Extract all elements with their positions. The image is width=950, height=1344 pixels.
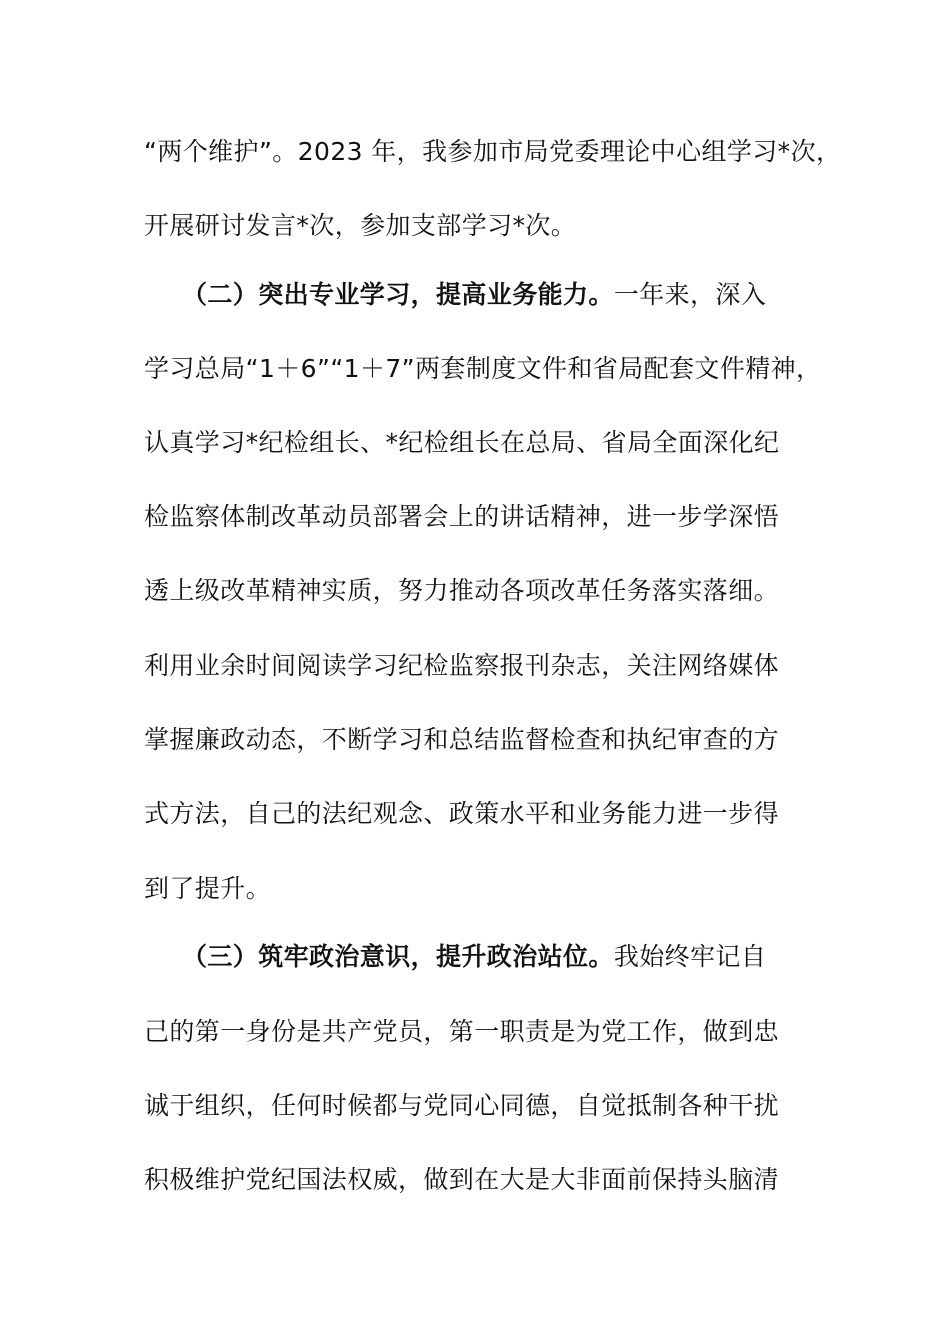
text-line [144,426,844,460]
line-text: 掌握廉政动态，不断学习和总结监督检查和执纪审查的方 [144,725,780,754]
line-text: 我始终牢记自 [613,942,767,971]
line-text: 学习总局“1＋6”“1＋7”两套制度文件和省局配套文件精神， [144,354,822,383]
line-text: 诚于组织，任何时候都与党同心同德，自觉抵制各种干扰 [144,1091,780,1120]
line-text: “两个维护”。2023 年，我参加市局党委理论中心组学习*次， [144,137,842,166]
text-line [144,649,844,683]
text-line [144,209,844,243]
line-text: 一年来，深入 [613,280,767,309]
line-text: 开展研讨发言*次，参加支部学习*次。 [144,211,577,240]
text-line [144,352,844,386]
line-text: 到了提升。 [144,874,272,903]
section-heading-3: （三）筑牢政治意识，提升政治站位。 [182,942,614,971]
line-text: 利用业余时间阅读学习纪检监察报刊杂志，关注网络媒体 [144,651,780,680]
section-heading-2: （二）突出专业学习，提高业务能力。 [182,280,614,309]
text-line [144,1163,844,1197]
text-line [144,135,844,169]
text-line [144,872,844,906]
line-text: 式方法，自己的法纪观念、政策水平和业务能力进一步得 [144,799,780,828]
text-line [144,797,844,831]
text-line [144,1089,844,1123]
line-text: 检监察体制改革动员部署会上的讲话精神，进一步学深悟 [144,502,780,531]
line-text: 认真学习*纪检组长、*纪检组长在总局、省局全面深化纪 [144,428,780,457]
text-line [144,1015,844,1049]
text-line [144,723,844,757]
text-line [144,500,844,534]
line-text: 积极维护党纪国法权威，做到在大是大非面前保持头脑清 [144,1165,780,1194]
section-heading-line [182,278,882,312]
line-text: 己的第一身份是共产党员，第一职责是为党工作，做到忠 [144,1017,780,1046]
section-heading-line [182,940,882,974]
line-text: 透上级改革精神实质，努力推动各项改革任务落实落细。 [144,576,780,605]
text-line [144,574,844,608]
